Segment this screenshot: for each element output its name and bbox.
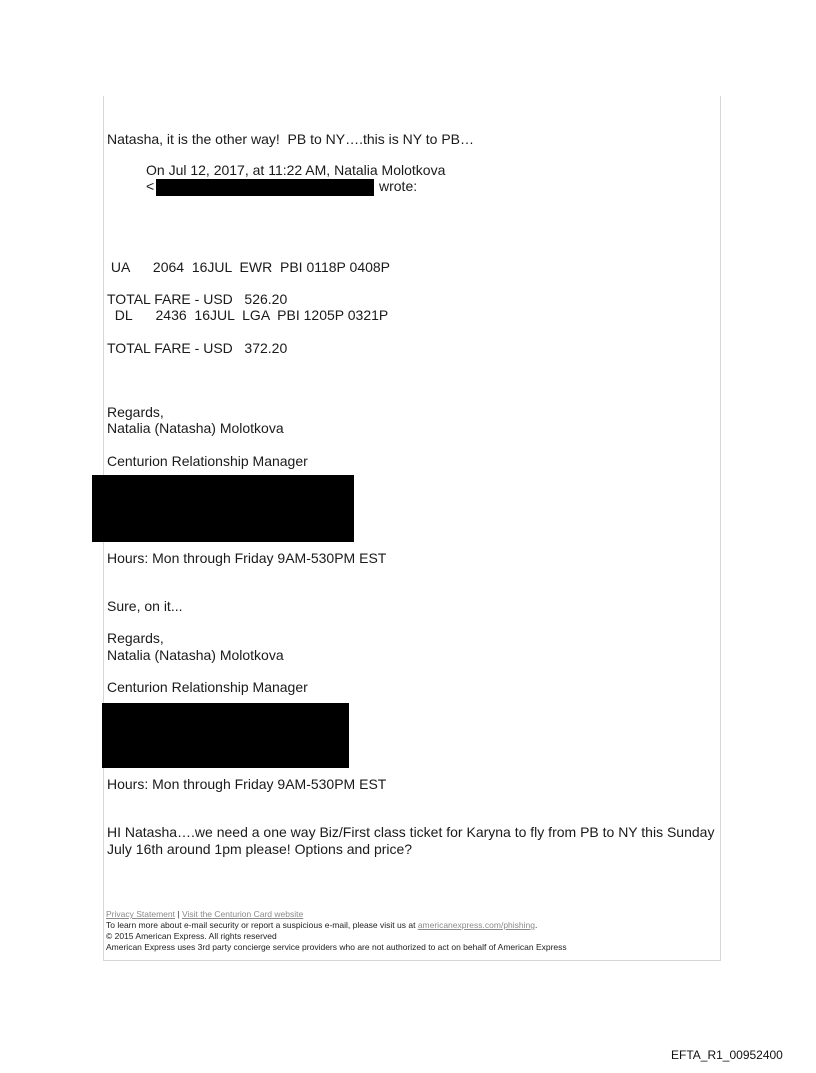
footer-copyright: © 2015 American Express. All rights reserved [106,931,277,941]
total-fare-dl: TOTAL FARE - USD 372.20 [107,340,288,356]
signature-hours: Hours: Mon through Friday 9AM-530PM EST [107,776,387,792]
quote-header-line1: On Jul 12, 2017, at 11:22 AM, Natalia Molotkova [146,162,446,178]
signature-name: Natalia (Natasha) Molotkova [107,420,284,436]
signature-regards: Regards, [107,630,164,646]
phishing-link[interactable]: americanexpress.com/phishing [417,920,535,930]
reply-middle-text: Sure, on it... [107,598,183,614]
signature-regards: Regards, [107,404,164,420]
reply-top-text: Natasha, it is the other way! PB to NY….this is NY to PB… [107,131,475,147]
footer-security-line [106,920,537,931]
redaction-box [92,475,354,542]
redaction-box [156,179,374,196]
flight-line-dl: DL 2436 16JUL LGA PBI 1205P 0321P [107,307,389,323]
flight-line-ua: UA 2064 16JUL EWR PBI 0118P 0408P [107,259,391,275]
footer-period: . [534,920,538,930]
redaction-box [102,703,349,768]
footer-links-line [106,909,303,920]
signature-title: Centurion Relationship Manager [107,679,308,695]
footer-security-text: To learn more about e-mail security or report a suspicious e-mail, please visit us at [106,920,418,930]
signature-name: Natalia (Natasha) Molotkova [107,647,284,663]
quote-header-prefix: < [146,178,155,194]
footer-disclaimer: American Express uses 3rd party concierge service providers who are not authorized to act on behalf of American Express [106,942,567,952]
centurion-website-link[interactable]: Visit the Centurion Card website [181,909,304,919]
original-message-line1: HI Natasha….we need a one way Biz/First class ticket for Karyna to fly from PB to NY this Sunday [107,824,715,840]
document-id: EFTA_R1_00952400 [671,1048,783,1062]
privacy-statement-link[interactable]: Privacy Statement [106,909,175,919]
signature-title: Centurion Relationship Manager [107,453,308,469]
footer-separator: | [177,909,180,919]
quote-header-suffix: wrote: [379,178,418,194]
original-message-line2: July 16th around 1pm please! Options and price? [107,841,413,857]
signature-hours: Hours: Mon through Friday 9AM-530PM EST [107,550,387,566]
total-fare-ua: TOTAL FARE - USD 526.20 [107,291,288,307]
